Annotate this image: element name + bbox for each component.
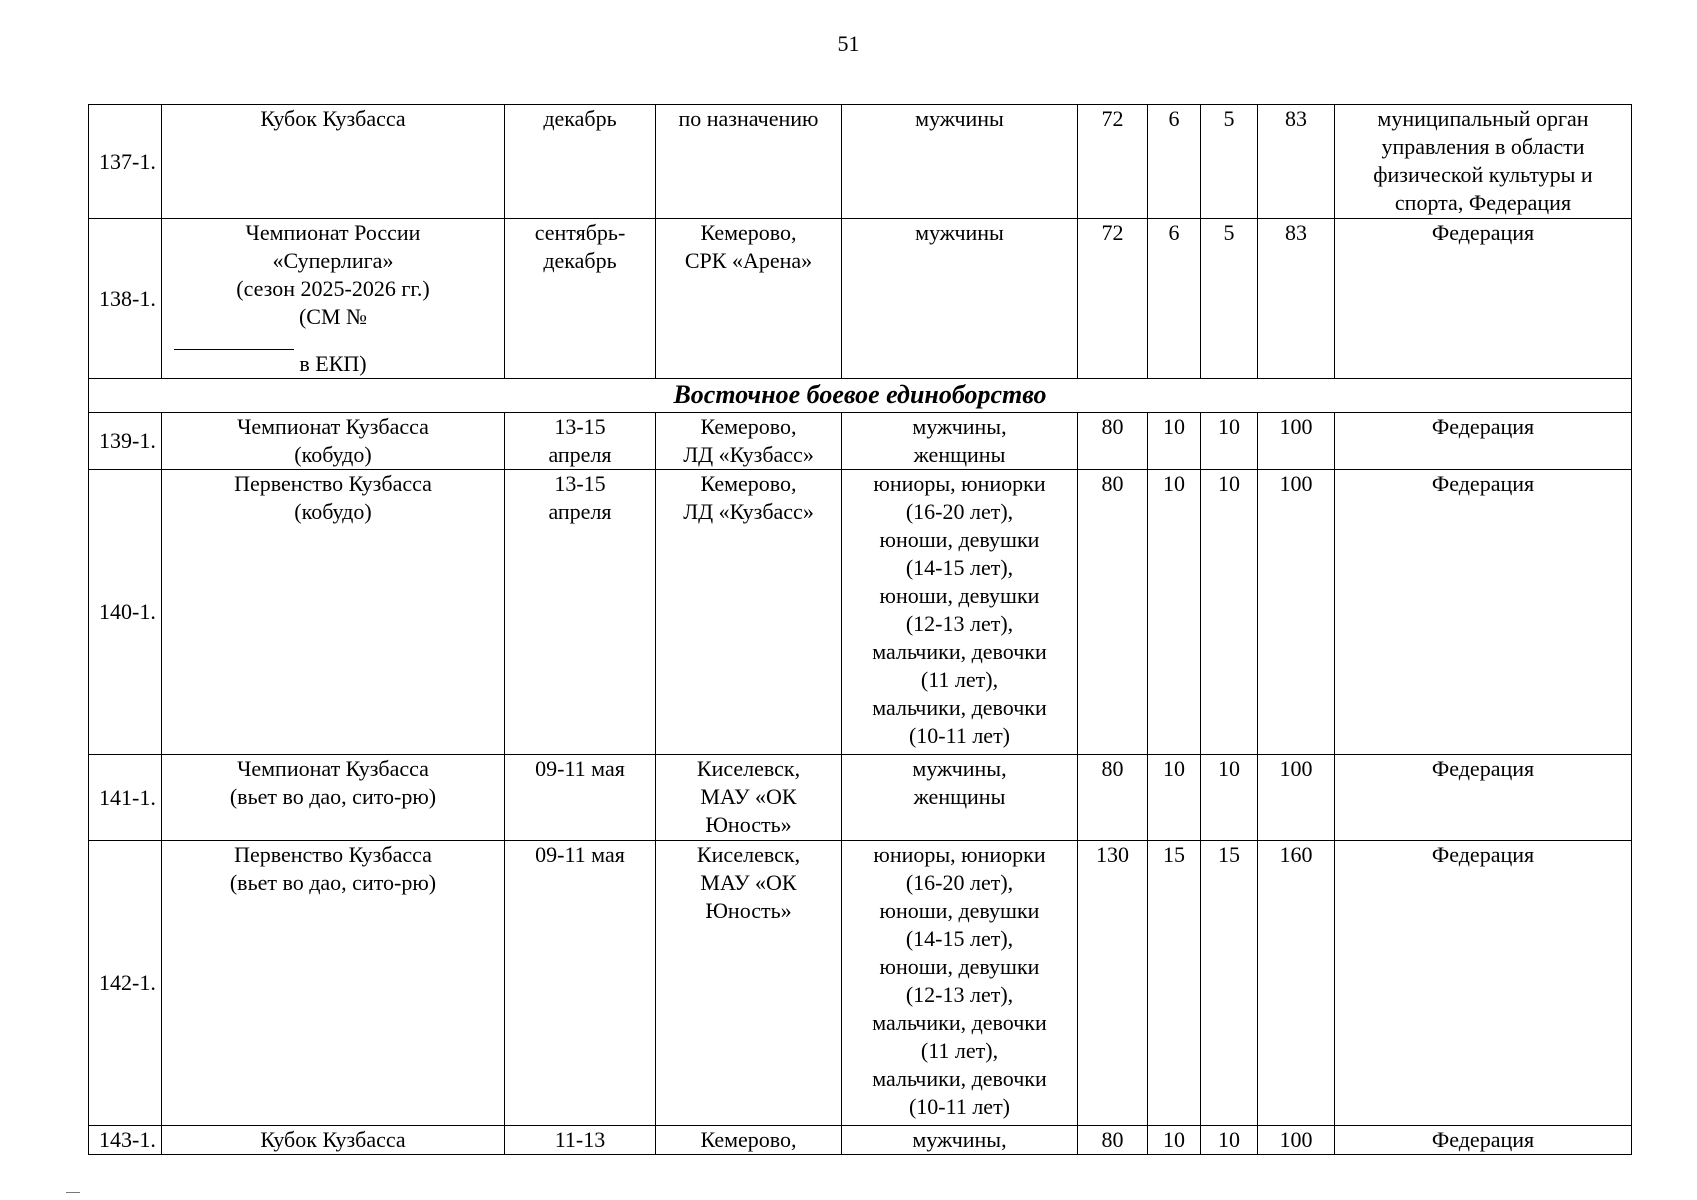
event-date-line: сентябрь-	[534, 220, 626, 245]
organizer-line: Федерация	[1431, 220, 1535, 245]
count-value: 10	[1218, 471, 1240, 496]
count-value: 10	[1163, 471, 1185, 496]
event-date-line: апреля	[548, 499, 612, 524]
event-place-line: Юность»	[705, 898, 792, 923]
organizer	[1335, 219, 1632, 379]
table-body	[89, 105, 1632, 1155]
row-number	[89, 413, 162, 470]
participant-group	[842, 413, 1078, 470]
count-col-2	[1148, 755, 1201, 841]
organizer-line: Федерация	[1431, 1127, 1535, 1152]
participant-group-line: (16-20 лет),	[905, 499, 1014, 524]
count-value: 80	[1101, 414, 1124, 439]
table-row	[89, 219, 1632, 379]
event-name-line: Чемпионат Кузбасса	[237, 414, 429, 439]
event-place-line: Кемерово,	[700, 1127, 797, 1152]
organizer-line: Федерация	[1431, 414, 1535, 439]
count-col-4	[1258, 105, 1335, 219]
participant-group	[842, 470, 1078, 755]
event-name	[162, 219, 505, 379]
event-date-line: декабрь	[543, 106, 617, 131]
event-place-line: Кемерово,	[700, 471, 797, 496]
events-table	[88, 104, 1632, 1155]
table-row	[89, 470, 1632, 755]
count-value: 160	[1279, 842, 1313, 867]
count-value: 80	[1101, 756, 1124, 781]
event-name-line: (сезон 2025-2026 гг.)	[236, 276, 430, 301]
participant-group-line: (11 лет),	[920, 1038, 999, 1063]
event-place-line: МАУ «ОК	[700, 870, 797, 895]
participant-group-line: (11 лет),	[920, 667, 999, 692]
participant-group-line: мальчики, девочки	[872, 1066, 1047, 1091]
participant-group-line: (12-13 лет),	[905, 982, 1014, 1007]
event-place-line: Киселевск,	[696, 842, 801, 867]
participant-group-line: (10-11 лет)	[908, 1094, 1011, 1119]
count-col-2	[1148, 841, 1201, 1126]
event-name-line: «Суперлига»	[272, 248, 394, 273]
event-place-line: по назначению	[678, 106, 819, 131]
section-row	[89, 379, 1632, 413]
count-value: 100	[1279, 1127, 1313, 1152]
participant-group	[842, 755, 1078, 841]
event-date	[505, 755, 656, 841]
event-place	[656, 841, 842, 1126]
organizer-line: управления в области	[1381, 134, 1585, 159]
participant-group-line: юноши, девушки	[879, 954, 1040, 979]
event-place	[656, 105, 842, 219]
count-col-4	[1258, 755, 1335, 841]
event-place	[656, 1126, 842, 1155]
organizer	[1335, 105, 1632, 219]
page-edge-mark	[66, 1192, 80, 1199]
event-date	[505, 841, 656, 1126]
participant-group-line: женщины	[913, 442, 1006, 467]
row-number-text: 137-1.	[99, 148, 156, 174]
participant-group-line: (14-15 лет),	[905, 926, 1014, 951]
event-date	[505, 470, 656, 755]
count-value: 130	[1096, 842, 1129, 867]
section-title: Восточное боевое единоборство	[673, 380, 1047, 409]
row-number-text: 142-1.	[99, 970, 156, 995]
organizer	[1335, 755, 1632, 841]
event-name	[162, 470, 505, 755]
count-col-2	[1148, 470, 1201, 755]
event-date	[505, 219, 656, 379]
ekp-reference	[168, 303, 498, 378]
event-name-line: (вьет во дао, сито-рю)	[229, 784, 437, 809]
participant-group-line: юноши, девушки	[879, 583, 1040, 608]
count-value: 80	[1101, 471, 1124, 496]
organizer-line: Федерация	[1431, 842, 1535, 867]
event-place	[656, 219, 842, 379]
count-col-4	[1258, 1126, 1335, 1155]
event-place	[656, 470, 842, 755]
count-value: 83	[1285, 220, 1307, 245]
table-row	[89, 413, 1632, 470]
count-value: 5	[1223, 220, 1235, 245]
count-col-1	[1078, 1126, 1148, 1155]
event-date	[505, 413, 656, 470]
count-value: 10	[1218, 756, 1240, 781]
count-value: 10	[1163, 1127, 1185, 1152]
count-col-1	[1078, 470, 1148, 755]
event-place-line: Кемерово,	[700, 414, 797, 439]
count-col-3	[1201, 219, 1258, 379]
event-name-line: Кубок Кузбасса	[260, 1127, 406, 1152]
count-value: 100	[1279, 414, 1313, 439]
event-name-line: Первенство Кузбасса	[234, 471, 432, 496]
count-col-1	[1078, 841, 1148, 1126]
count-value: 10	[1163, 414, 1185, 439]
event-name-line: Чемпионат России	[245, 220, 421, 245]
event-date-line: 11-13	[554, 1127, 606, 1152]
count-col-3	[1201, 1126, 1258, 1155]
count-col-2	[1148, 219, 1201, 379]
organizer-line: спорта, Федерация	[1394, 190, 1572, 215]
event-place	[656, 413, 842, 470]
event-name-line: Первенство Кузбасса	[234, 842, 432, 867]
participant-group-line: мужчины,	[912, 1127, 1007, 1152]
table-row	[89, 1126, 1632, 1155]
count-value: 80	[1101, 1127, 1124, 1152]
count-col-3	[1201, 105, 1258, 219]
event-name	[162, 841, 505, 1126]
row-number	[89, 841, 162, 1126]
count-value: 72	[1101, 220, 1124, 245]
count-col-3	[1201, 413, 1258, 470]
count-col-4	[1258, 841, 1335, 1126]
row-number	[89, 1126, 162, 1155]
participant-group	[842, 105, 1078, 219]
count-value: 15	[1163, 842, 1185, 867]
ekp-reference-prefix: (СМ №	[298, 304, 368, 329]
count-col-2	[1148, 413, 1201, 470]
count-value: 72	[1101, 106, 1124, 131]
count-col-1	[1078, 755, 1148, 841]
participant-group-line: юноши, девушки	[879, 527, 1040, 552]
table-row	[89, 755, 1632, 841]
event-name-line: Чемпионат Кузбасса	[237, 756, 429, 781]
event-name	[162, 1126, 505, 1155]
event-name	[162, 413, 505, 470]
count-value: 10	[1218, 414, 1240, 439]
count-col-1	[1078, 105, 1148, 219]
ekp-reference-suffix: в ЕКП)	[299, 351, 367, 376]
organizer	[1335, 470, 1632, 755]
participant-group-line: мужчины	[915, 106, 1004, 131]
row-number-text: 143-1.	[99, 1127, 156, 1152]
event-place-line: СРК «Арена»	[684, 248, 813, 273]
event-place	[656, 755, 842, 841]
event-date	[505, 1126, 656, 1155]
event-date-line: 09-11 мая	[535, 756, 625, 781]
count-col-2	[1148, 1126, 1201, 1155]
event-name-line: (кобудо)	[294, 442, 372, 467]
event-place-line: Кемерово,	[700, 220, 797, 245]
participant-group-line: женщины	[913, 784, 1006, 809]
count-value: 100	[1279, 756, 1313, 781]
event-place-line: Юность»	[705, 812, 792, 837]
count-col-4	[1258, 470, 1335, 755]
organizer-line: Федерация	[1431, 756, 1535, 781]
row-number-text: 139-1.	[99, 428, 156, 453]
row-number	[89, 219, 162, 379]
count-value: 83	[1285, 106, 1307, 131]
count-col-1	[1078, 413, 1148, 470]
participant-group-line: мужчины	[915, 220, 1004, 245]
page-number: 51	[837, 31, 860, 56]
row-number	[89, 470, 162, 755]
event-name	[162, 105, 505, 219]
organizer-line: Федерация	[1431, 471, 1535, 496]
count-value: 10	[1218, 1127, 1240, 1152]
organizer	[1335, 841, 1632, 1126]
event-place-line: Киселевск,	[696, 756, 801, 781]
count-col-1	[1078, 219, 1148, 379]
participant-group-line: (16-20 лет),	[905, 870, 1014, 895]
row-number	[89, 105, 162, 219]
participant-group	[842, 841, 1078, 1126]
participant-group-line: мальчики, девочки	[872, 695, 1047, 720]
organizer-line: муниципальный орган	[1377, 106, 1589, 131]
event-place-line: МАУ «ОК	[700, 784, 797, 809]
count-value: 6	[1168, 106, 1180, 131]
organizer	[1335, 1126, 1632, 1155]
section-heading	[89, 379, 1632, 413]
row-number-text: 141-1.	[99, 784, 156, 810]
event-name-line: Кубок Кузбасса	[260, 106, 406, 131]
table-row	[89, 105, 1632, 219]
row-number	[89, 755, 162, 841]
count-value: 15	[1218, 842, 1240, 867]
count-col-3	[1201, 470, 1258, 755]
participant-group-line: (14-15 лет),	[905, 555, 1014, 580]
event-date	[505, 105, 656, 219]
participant-group-line: (12-13 лет),	[905, 611, 1014, 636]
count-col-3	[1201, 841, 1258, 1126]
count-value: 10	[1163, 756, 1185, 781]
row-number-text: 138-1.	[99, 285, 156, 311]
event-name-line: (кобудо)	[294, 499, 372, 524]
participant-group	[842, 1126, 1078, 1155]
count-value: 100	[1279, 471, 1313, 496]
organizer	[1335, 413, 1632, 470]
count-value: 6	[1168, 220, 1180, 245]
participant-group-line: (10-11 лет)	[908, 723, 1011, 748]
participant-group-line: мальчики, девочки	[872, 639, 1047, 664]
participant-group	[842, 219, 1078, 379]
participant-group-line: мужчины,	[912, 414, 1007, 439]
event-date-line: декабрь	[543, 248, 617, 273]
count-col-3	[1201, 755, 1258, 841]
count-value: 5	[1223, 106, 1235, 131]
table-row	[89, 841, 1632, 1126]
event-date-line: 09-11 мая	[535, 842, 625, 867]
organizer-line: физической культуры и	[1373, 162, 1593, 187]
participant-group-line: юниоры, юниорки	[873, 842, 1046, 867]
event-name	[162, 755, 505, 841]
count-col-4	[1258, 219, 1335, 379]
event-place-line: ЛД «Кузбасс»	[683, 442, 814, 467]
count-col-2	[1148, 105, 1201, 219]
row-number-text: 140-1.	[99, 599, 156, 624]
participant-group-line: юноши, девушки	[879, 898, 1040, 923]
blank-underline	[174, 331, 294, 350]
event-date-line: апреля	[548, 442, 612, 467]
event-place-line: ЛД «Кузбасс»	[683, 499, 814, 524]
count-col-4	[1258, 413, 1335, 470]
event-date-line: 13-15	[554, 414, 606, 439]
participant-group-line: мужчины,	[912, 756, 1007, 781]
participant-group-line: юниоры, юниорки	[873, 471, 1046, 496]
event-date-line: 13-15	[554, 471, 606, 496]
participant-group-line: мальчики, девочки	[872, 1010, 1047, 1035]
event-name-line: (вьет во дао, сито-рю)	[229, 870, 437, 895]
